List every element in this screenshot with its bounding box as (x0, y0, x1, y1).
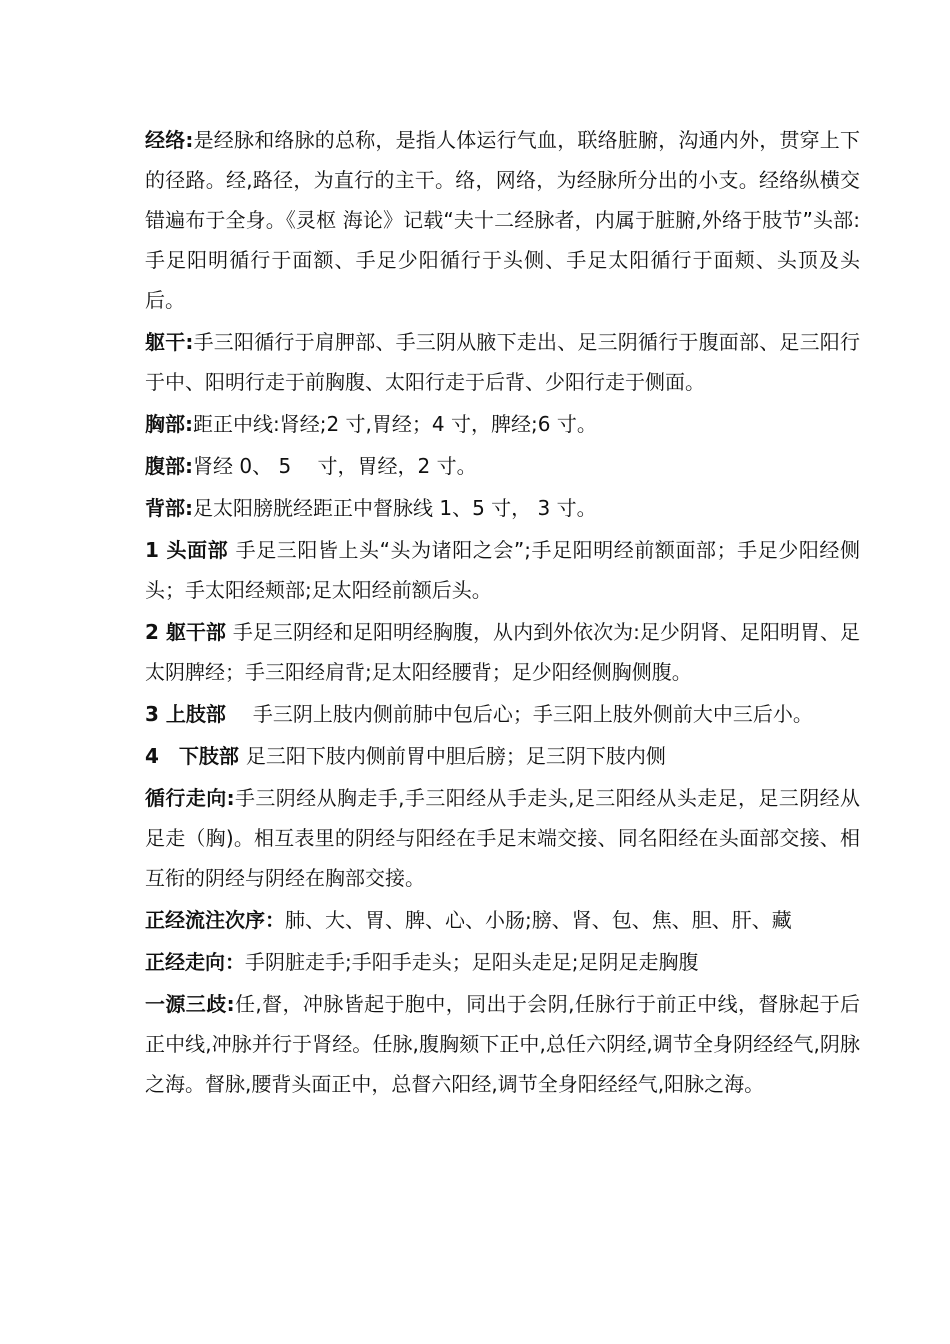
term-label: 胸部: (145, 412, 193, 436)
paragraph-zhengjingliuzhu (145, 900, 860, 940)
paragraph-text: 手三阳循行于肩胛部、手三阴从腋下走出、足三阴循行于腹面部、足三阳行于中、阳明行走于前胸腹、太阳行走于后背、少阳行走于侧面。 (145, 330, 861, 394)
paragraph-text: 手足三阴经和足阳明经胸腹，从内到外依次为:足少阴肾、足阳明胃、足太阴脾经；手三阳经肩背;足太阳经腰背；足少阳经侧胸侧腹。 (145, 620, 860, 684)
term-label: 一源三歧: (145, 992, 235, 1016)
paragraph-toumianbu (145, 530, 860, 610)
paragraph-text: 手三阴上肢内侧前肺中包后心；手三阳上肢外侧前大中三后小。 (232, 702, 813, 726)
paragraph-text: 足太阳膀胱经距正中督脉线 1、5 寸， 3 寸。 (193, 496, 597, 520)
paragraph-shangzhibu (145, 694, 860, 734)
paragraph-text: 任,督，冲脉皆起于胞中，同出于会阴,任脉行于前正中线，督脉起于后正中线,冲脉并行于肾经。任脉,腹胸颏下正中,总任六阴经,调节全身阴经经气,阴脉之海。督脉,腰背头面正中，总督六阳经,调节全身阳经经气,阳脉之海。 (145, 992, 861, 1096)
paragraph-xiazhibu (145, 736, 860, 776)
term-label: 背部: (145, 496, 193, 520)
term-label: 4 下肢部 (145, 744, 246, 768)
paragraph-zhengjingzouxiang (145, 942, 860, 982)
paragraph-qugan (145, 322, 860, 402)
paragraph-text: 手足三阳皆上头“头为诸阳之会”;手足阳明经前额面部；手足少阳经侧头；手太阳经颊部;足太阳经前额后头。 (145, 538, 860, 602)
paragraph-text: 手阴脏走手;手阳手走头；足阳头走足;足阴足走胸腹 (245, 950, 699, 974)
term-label: 正经走向： (145, 950, 245, 974)
term-label: 躯干: (145, 330, 194, 354)
term-label: 1 头面部 (145, 538, 236, 562)
paragraph-text: 肺、大、胃、脾、心、小肠;膀、肾、包、焦、胆、肝、藏 (285, 908, 792, 932)
term-label: 3 上肢部 (145, 702, 233, 726)
paragraph-yiyuansanqi (145, 984, 860, 1104)
paragraph-xunxingzouxiang (145, 778, 860, 898)
term-label: 循行走向: (145, 786, 235, 810)
paragraph-beibu (145, 488, 860, 528)
paragraph-quganbu (145, 612, 860, 692)
paragraph-fubu (145, 446, 860, 486)
paragraph-text: 足三阳下肢内侧前胃中胆后膀；足三阴下肢内侧 (245, 744, 666, 768)
term-label: 经络: (145, 128, 194, 152)
term-label: 2 躯干部 (145, 620, 233, 644)
paragraph-text: 手三阴经从胸走手,手三阳经从手走头,足三阳经从头走足，足三阴经从足走（胸)。相互表里的阴经与阳经在手足末端交接、同名阳经在头面部交接、相互衔的阴经与阴经在胸部交接。 (145, 786, 861, 890)
paragraph-text: 是经脉和络脉的总称，是指人体运行气血，联络脏腑，沟通内外，贯穿上下的径路。经,路径，为直行的主干。络，网络，为经脉所分出的小支。经络纵横交错遍布于全身。《灵枢 海论》记载“夫十二经脉者，内属于脏腑,外络于肢节”头部:手足阳明循行于面额、手足少阳循行于头侧、手足太阳循行于面颊、头顶及头后。 (145, 128, 861, 312)
paragraph-text: 距正中线:肾经;2 寸,胃经；4 寸，脾经;6 寸。 (193, 412, 597, 436)
term-label: 腹部: (145, 454, 193, 478)
paragraph-xiongbu (145, 404, 860, 444)
document-page (145, 120, 860, 1106)
term-label: 正经流注次序： (145, 908, 285, 932)
paragraph-text: 肾经 0、 5 寸，胃经，2 寸。 (193, 454, 477, 478)
paragraph-jingluo (145, 120, 860, 320)
